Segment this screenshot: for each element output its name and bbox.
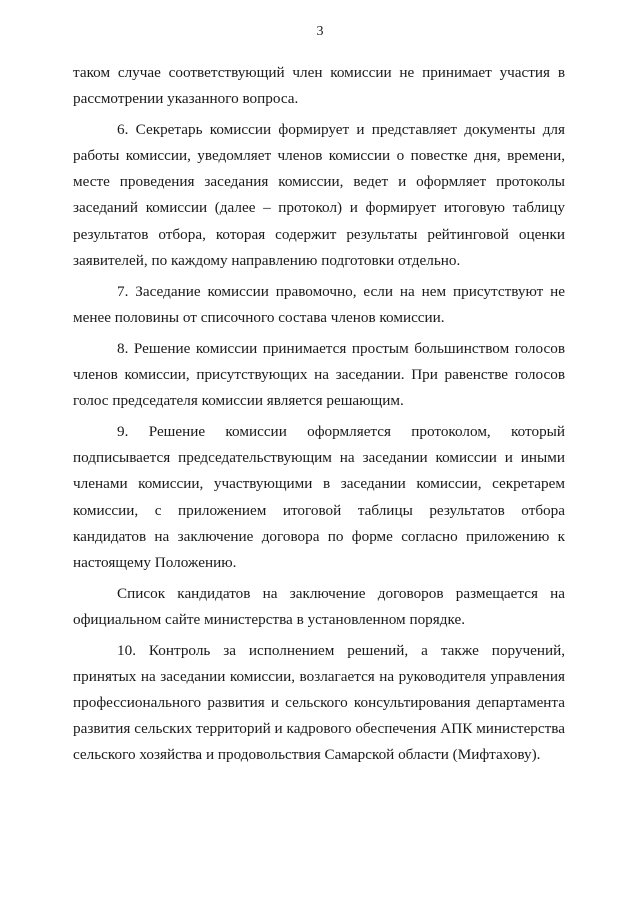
paragraph-item-10: 10. Контроль за исполнением решений, а также поручений, принятых на заседании комиссии, возлагается на руководителя управления профессионального развития и сельского консультирования департамента развития сельских территорий и кадрового обеспечения АПК министерства сельского хозяйства и продовольствия Самарской области (Мифтахову).: [73, 641, 565, 764]
paragraph-item-6: 6. Секретарь комиссии формирует и представляет документы для работы комиссии, уведомляет членов комиссии о повестке дня, времени, месте проведения заседания комиссии, ведет и оформляет протоколы заседаний комиссии (далее – протокол) и формирует итоговую таблицу результатов отбора, которая содержит результаты рейтинговой оценки заявителей, по каждому направлению подготовки отдельно.: [73, 121, 565, 269]
paragraph-item-7: 7. Заседание комиссии правомочно, если на нем присутствуют не менее половины от списочного состава членов комиссии.: [73, 282, 565, 326]
page-number: 3: [316, 24, 324, 39]
paragraph-item-8: 8. Решение комиссии принимается простым большинством голосов членов комиссии, присутствующих на заседании. При равенстве голосов голос председателя комиссии является решающим.: [73, 339, 565, 410]
paragraph-candidates-list: Список кандидатов на заключение договоров размещается на официальном сайте министерства в установленном порядке.: [73, 584, 565, 628]
document-body: [73, 60, 565, 768]
paragraph-continuation: таком случае соответствующий член комиссии не принимает участия в рассмотрении указанного вопроса.: [73, 64, 565, 108]
paragraph-item-9: 9. Решение комиссии оформляется протоколом, который подписывается председательствующим на заседании комиссии и иными членами комиссии, участвующими в заседании комиссии, секретарем комиссии, с приложением итоговой таблицы результатов отбора кандидатов на заключение договора по форме согласно приложению к настоящему Положению.: [73, 423, 565, 571]
